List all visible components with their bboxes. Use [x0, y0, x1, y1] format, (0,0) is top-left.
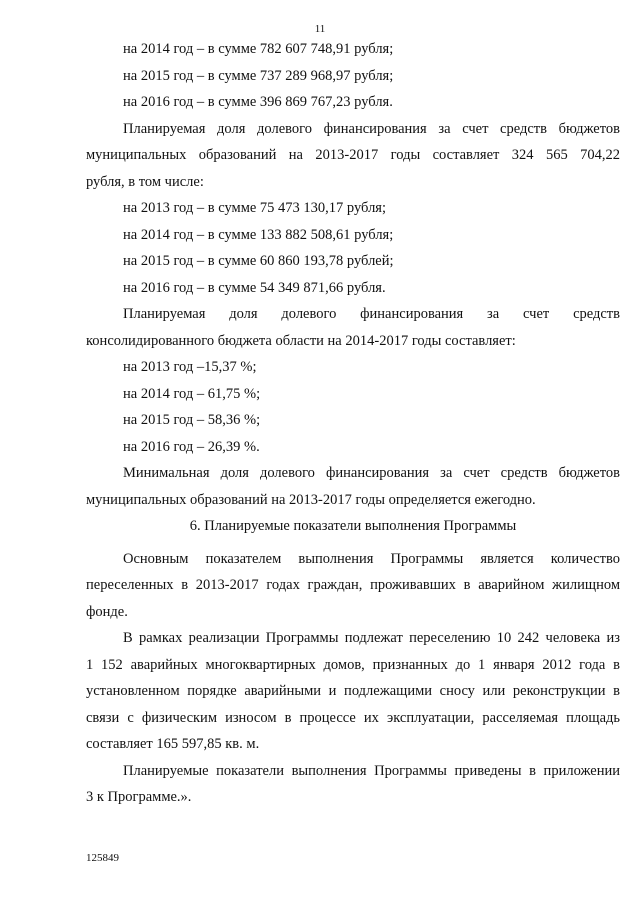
indicator-paragraph-line-1: Основным показателем выполнения Программы является количество — [123, 550, 620, 567]
consolidated-paragraph-line-2: консолидированного бюджета области на 2014-2017 годы составляет: — [86, 332, 516, 349]
page-number: 11 — [314, 23, 326, 35]
annex-paragraph-line-1: Планируемые показатели выполнения Программы приведены в приложении — [123, 762, 620, 779]
municipal-2015-line: на 2015 год – в сумме 60 860 193,78 рублей; — [123, 253, 394, 269]
resettlement-paragraph-line-3: установленном порядке аварийными и подлежащими сносу или реконструкции в — [86, 683, 620, 699]
resettlement-paragraph-line-4: связи с физическим износом в процессе их эксплуатации, расселяемая площадь — [86, 709, 620, 726]
minimum-paragraph-line-2: муниципальных образований на 2013-2017 годы определяется ежегодно. — [86, 491, 536, 508]
municipal-2013-line: на 2013 год – в сумме 75 473 130,17 рубля; — [123, 200, 386, 216]
percent-2013-line: на 2013 год –15,37 %; — [123, 359, 257, 375]
document-body — [86, 36, 620, 811]
minimum-paragraph-line-1: Минимальная доля долевого финансирования за счет средств бюджетов — [123, 465, 620, 481]
document-code: 125849 — [86, 852, 119, 864]
financing-2016-line: на 2016 год – в сумме 396 869 767,23 рубля. — [123, 94, 393, 110]
section-heading: 6. Планируемые показатели выполнения Программы — [189, 518, 517, 534]
percent-2014-line: на 2014 год – 61,75 %; — [123, 385, 261, 402]
percent-2016-line: на 2016 год – 26,39 %. — [123, 438, 260, 455]
percent-2015-line: на 2015 год – 58,36 %; — [123, 412, 261, 428]
municipal-paragraph-line-3: рубля, в том числе: — [86, 173, 204, 190]
indicator-paragraph-line-3: фонде. — [86, 603, 128, 620]
consolidated-paragraph-line-1: Планируемая доля долевого финансирования за счет средств — [123, 306, 620, 322]
resettlement-paragraph-line-1: В рамках реализации Программы подлежат переселению 10 242 человека из — [123, 630, 620, 646]
municipal-paragraph-line-2: муниципальных образований на 2013-2017 годы составляет 324 565 704,22 — [86, 147, 620, 163]
municipal-paragraph-line-1: Планируемая доля долевого финансирования за счет средств бюджетов — [123, 120, 620, 137]
resettlement-paragraph-line-2: 1 152 аварийных многоквартирных домов, признанных до 1 января 2012 года в — [86, 656, 620, 673]
financing-2015-line: на 2015 год – в сумме 737 289 968,97 рубля; — [123, 67, 394, 84]
indicator-paragraph-line-2: переселенных в 2013-2017 годах граждан, проживавших в аварийном жилищном — [86, 577, 620, 593]
financing-2014-line: на 2014 год – в сумме 782 607 748,91 рубля; — [123, 41, 394, 57]
municipal-2016-line: на 2016 год – в сумме 54 349 871,66 рубля. — [123, 279, 386, 296]
municipal-2014-line: на 2014 год – в сумме 133 882 508,61 рубля; — [123, 226, 394, 243]
resettlement-paragraph-line-5: составляет 165 597,85 кв. м. — [86, 736, 260, 752]
annex-paragraph-line-2: 3 к Программе.». — [86, 789, 192, 805]
